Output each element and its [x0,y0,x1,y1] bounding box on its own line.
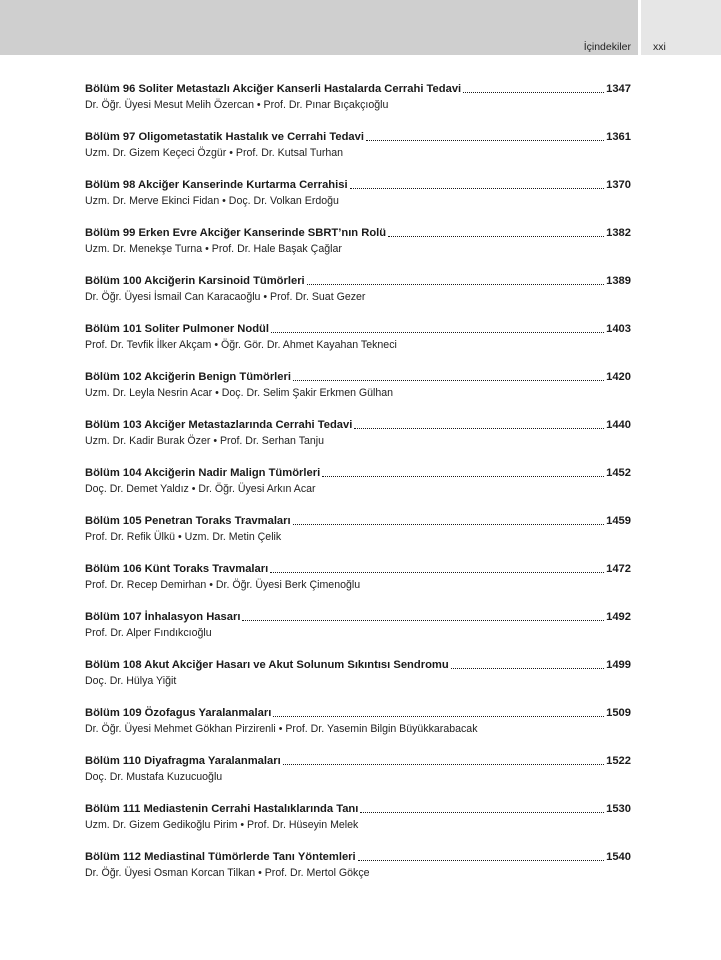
chapter-page-number: 1440 [606,419,631,431]
chapter-title: Bölüm 109 Özofagus Yaralanmaları [85,707,272,719]
chapter-authors: Doç. Dr. Hülya Yiğit [85,675,177,687]
chapter-page-number: 1499 [606,659,631,671]
chapter-authors: Uzm. Dr. Kadir Burak Özer • Prof. Dr. Serhan Tanju [85,435,325,447]
running-title: İçindekiler [583,41,631,53]
chapter-authors: Prof. Dr. Tevfik İlker Akçam • Öğr. Gör. Dr. Ahmet Kayahan Tekneci [85,339,397,351]
toc-entry[interactable] [85,130,631,178]
toc-entry[interactable] [85,370,631,418]
dot-leader [242,620,604,621]
chapter-title: Bölüm 104 Akciğerin Nadir Malign Tümörleri [85,467,321,479]
page-number: xxi [653,41,666,53]
chapter-page-number: 1361 [606,131,631,143]
chapter-title: Bölüm 98 Akciğer Kanserinde Kurtarma Cerrahisi [85,179,348,191]
dot-leader [366,140,604,141]
toc-entry[interactable] [85,466,631,514]
toc-entry[interactable] [85,658,631,706]
toc-entry[interactable] [85,706,631,754]
chapter-authors: Dr. Öğr. Üyesi Osman Korcan Tilkan • Prof. Dr. Mertol Gökçe [85,867,370,879]
toc-entry-title-row [85,706,631,720]
chapter-page-number: 1540 [606,851,631,863]
dot-leader [463,92,604,93]
dot-leader [273,716,604,717]
chapter-page-number: 1370 [606,179,631,191]
toc-entry-title-row [85,562,631,576]
dot-leader [360,812,604,813]
chapter-authors: Uzm. Dr. Leyla Nesrin Acar • Doç. Dr. Selim Şakir Erkmen Gülhan [85,387,394,399]
dot-leader [322,476,604,477]
chapter-page-number: 1389 [606,275,631,287]
toc-entry[interactable] [85,322,631,370]
toc-entry-title-row [85,466,631,480]
toc-entry[interactable] [85,418,631,466]
chapter-title: Bölüm 97 Oligometastatik Hastalık ve Cerrahi Tedavi [85,131,364,143]
toc-entry[interactable] [85,178,631,226]
chapter-title: Bölüm 105 Penetran Toraks Travmaları [85,515,291,527]
dot-leader [350,188,605,189]
toc-entry[interactable] [85,754,631,802]
chapter-page-number: 1403 [606,323,631,335]
toc-entry-title-row [85,754,631,768]
toc-entry-title-row [85,850,631,864]
chapter-authors: Doç. Dr. Demet Yaldız • Dr. Öğr. Üyesi Arkın Acar [85,483,316,495]
chapter-title: Bölüm 102 Akciğerin Benign Tümörleri [85,371,291,383]
table-of-contents [85,82,631,898]
dot-leader [451,668,604,669]
toc-entry[interactable] [85,850,631,898]
toc-entry-title-row [85,802,631,816]
toc-entry-title-row [85,82,631,96]
toc-entry-title-row [85,418,631,432]
dot-leader [271,332,604,333]
chapter-page-number: 1522 [606,755,631,767]
toc-entry-title-row [85,514,631,528]
toc-entry[interactable] [85,802,631,850]
chapter-page-number: 1420 [606,371,631,383]
toc-entry[interactable] [85,274,631,322]
chapter-authors: Prof. Dr. Recep Demirhan • Dr. Öğr. Üyesi Berk Çimenoğlu [85,579,361,591]
chapter-page-number: 1472 [606,563,631,575]
chapter-title: Bölüm 99 Erken Evre Akciğer Kanserinde SBRT’nın Rolü [85,227,387,239]
dot-leader [307,284,604,285]
dot-leader [358,860,604,861]
toc-entry[interactable] [85,562,631,610]
chapter-page-number: 1347 [606,83,631,95]
dot-leader [270,572,604,573]
toc-entry-title-row [85,178,631,192]
dot-leader [388,236,604,237]
chapter-title: Bölüm 100 Akciğerin Karsinoid Tümörleri [85,275,305,287]
chapter-title: Bölüm 107 İnhalasyon Hasarı [85,611,241,623]
toc-entry-title-row [85,226,631,240]
toc-entry[interactable] [85,82,631,130]
toc-entry-title-row [85,130,631,144]
toc-entry-title-row [85,610,631,624]
chapter-authors: Uzm. Dr. Merve Ekinci Fidan • Doç. Dr. Volkan Erdoğu [85,195,339,207]
chapter-page-number: 1509 [606,707,631,719]
chapter-authors: Prof. Dr. Refik Ülkü • Uzm. Dr. Metin Çelik [85,531,282,543]
toc-entry-title-row [85,274,631,288]
chapter-authors: Uzm. Dr. Menekşe Turna • Prof. Dr. Hale Başak Çağlar [85,243,342,255]
chapter-page-number: 1452 [606,467,631,479]
chapter-title: Bölüm 101 Soliter Pulmoner Nodül [85,323,269,335]
chapter-title: Bölüm 110 Diyafragma Yaralanmaları [85,755,281,767]
dot-leader [293,380,604,381]
chapter-authors: Dr. Öğr. Üyesi Mehmet Gökhan Pirzirenli • Prof. Dr. Yasemin Bilgin Büyükkarabacak [85,723,478,735]
chapter-authors: Doç. Dr. Mustafa Kuzucuoğlu [85,771,223,783]
chapter-title: Bölüm 96 Soliter Metastazlı Akciğer Kanserli Hastalarda Cerrahi Tedavi [85,83,462,95]
chapter-authors: Uzm. Dr. Gizem Keçeci Özgür • Prof. Dr. Kutsal Turhan [85,147,344,159]
chapter-page-number: 1382 [606,227,631,239]
chapter-title: Bölüm 106 Künt Toraks Travmaları [85,563,269,575]
chapter-title: Bölüm 112 Mediastinal Tümörlerde Tanı Yöntemleri [85,851,356,863]
dot-leader [293,524,605,525]
chapter-authors: Dr. Öğr. Üyesi İsmail Can Karacaoğlu • Prof. Dr. Suat Gezer [85,291,366,303]
chapter-authors: Dr. Öğr. Üyesi Mesut Melih Özercan • Prof. Dr. Pınar Bıçakçıoğlu [85,99,389,111]
toc-entry-title-row [85,322,631,336]
toc-entry[interactable] [85,514,631,562]
chapter-authors: Uzm. Dr. Gizem Gedikoğlu Pirim • Prof. Dr. Hüseyin Melek [85,819,359,831]
toc-entry[interactable] [85,226,631,274]
dot-leader [354,428,604,429]
chapter-title: Bölüm 103 Akciğer Metastazlarında Cerrahi Tedavi [85,419,353,431]
dot-leader [283,764,604,765]
chapter-title: Bölüm 108 Akut Akciğer Hasarı ve Akut Solunum Sıkıntısı Sendromu [85,659,449,671]
chapter-page-number: 1492 [606,611,631,623]
chapter-title: Bölüm 111 Mediastenin Cerrahi Hastalıklarında Tanı [85,803,359,815]
toc-entry-title-row [85,658,631,672]
toc-entry[interactable] [85,610,631,658]
chapter-page-number: 1530 [606,803,631,815]
toc-entry-title-row [85,370,631,384]
chapter-page-number: 1459 [606,515,631,527]
chapter-authors: Prof. Dr. Alper Fındıkcıoğlu [85,627,212,639]
header-band [0,0,638,55]
